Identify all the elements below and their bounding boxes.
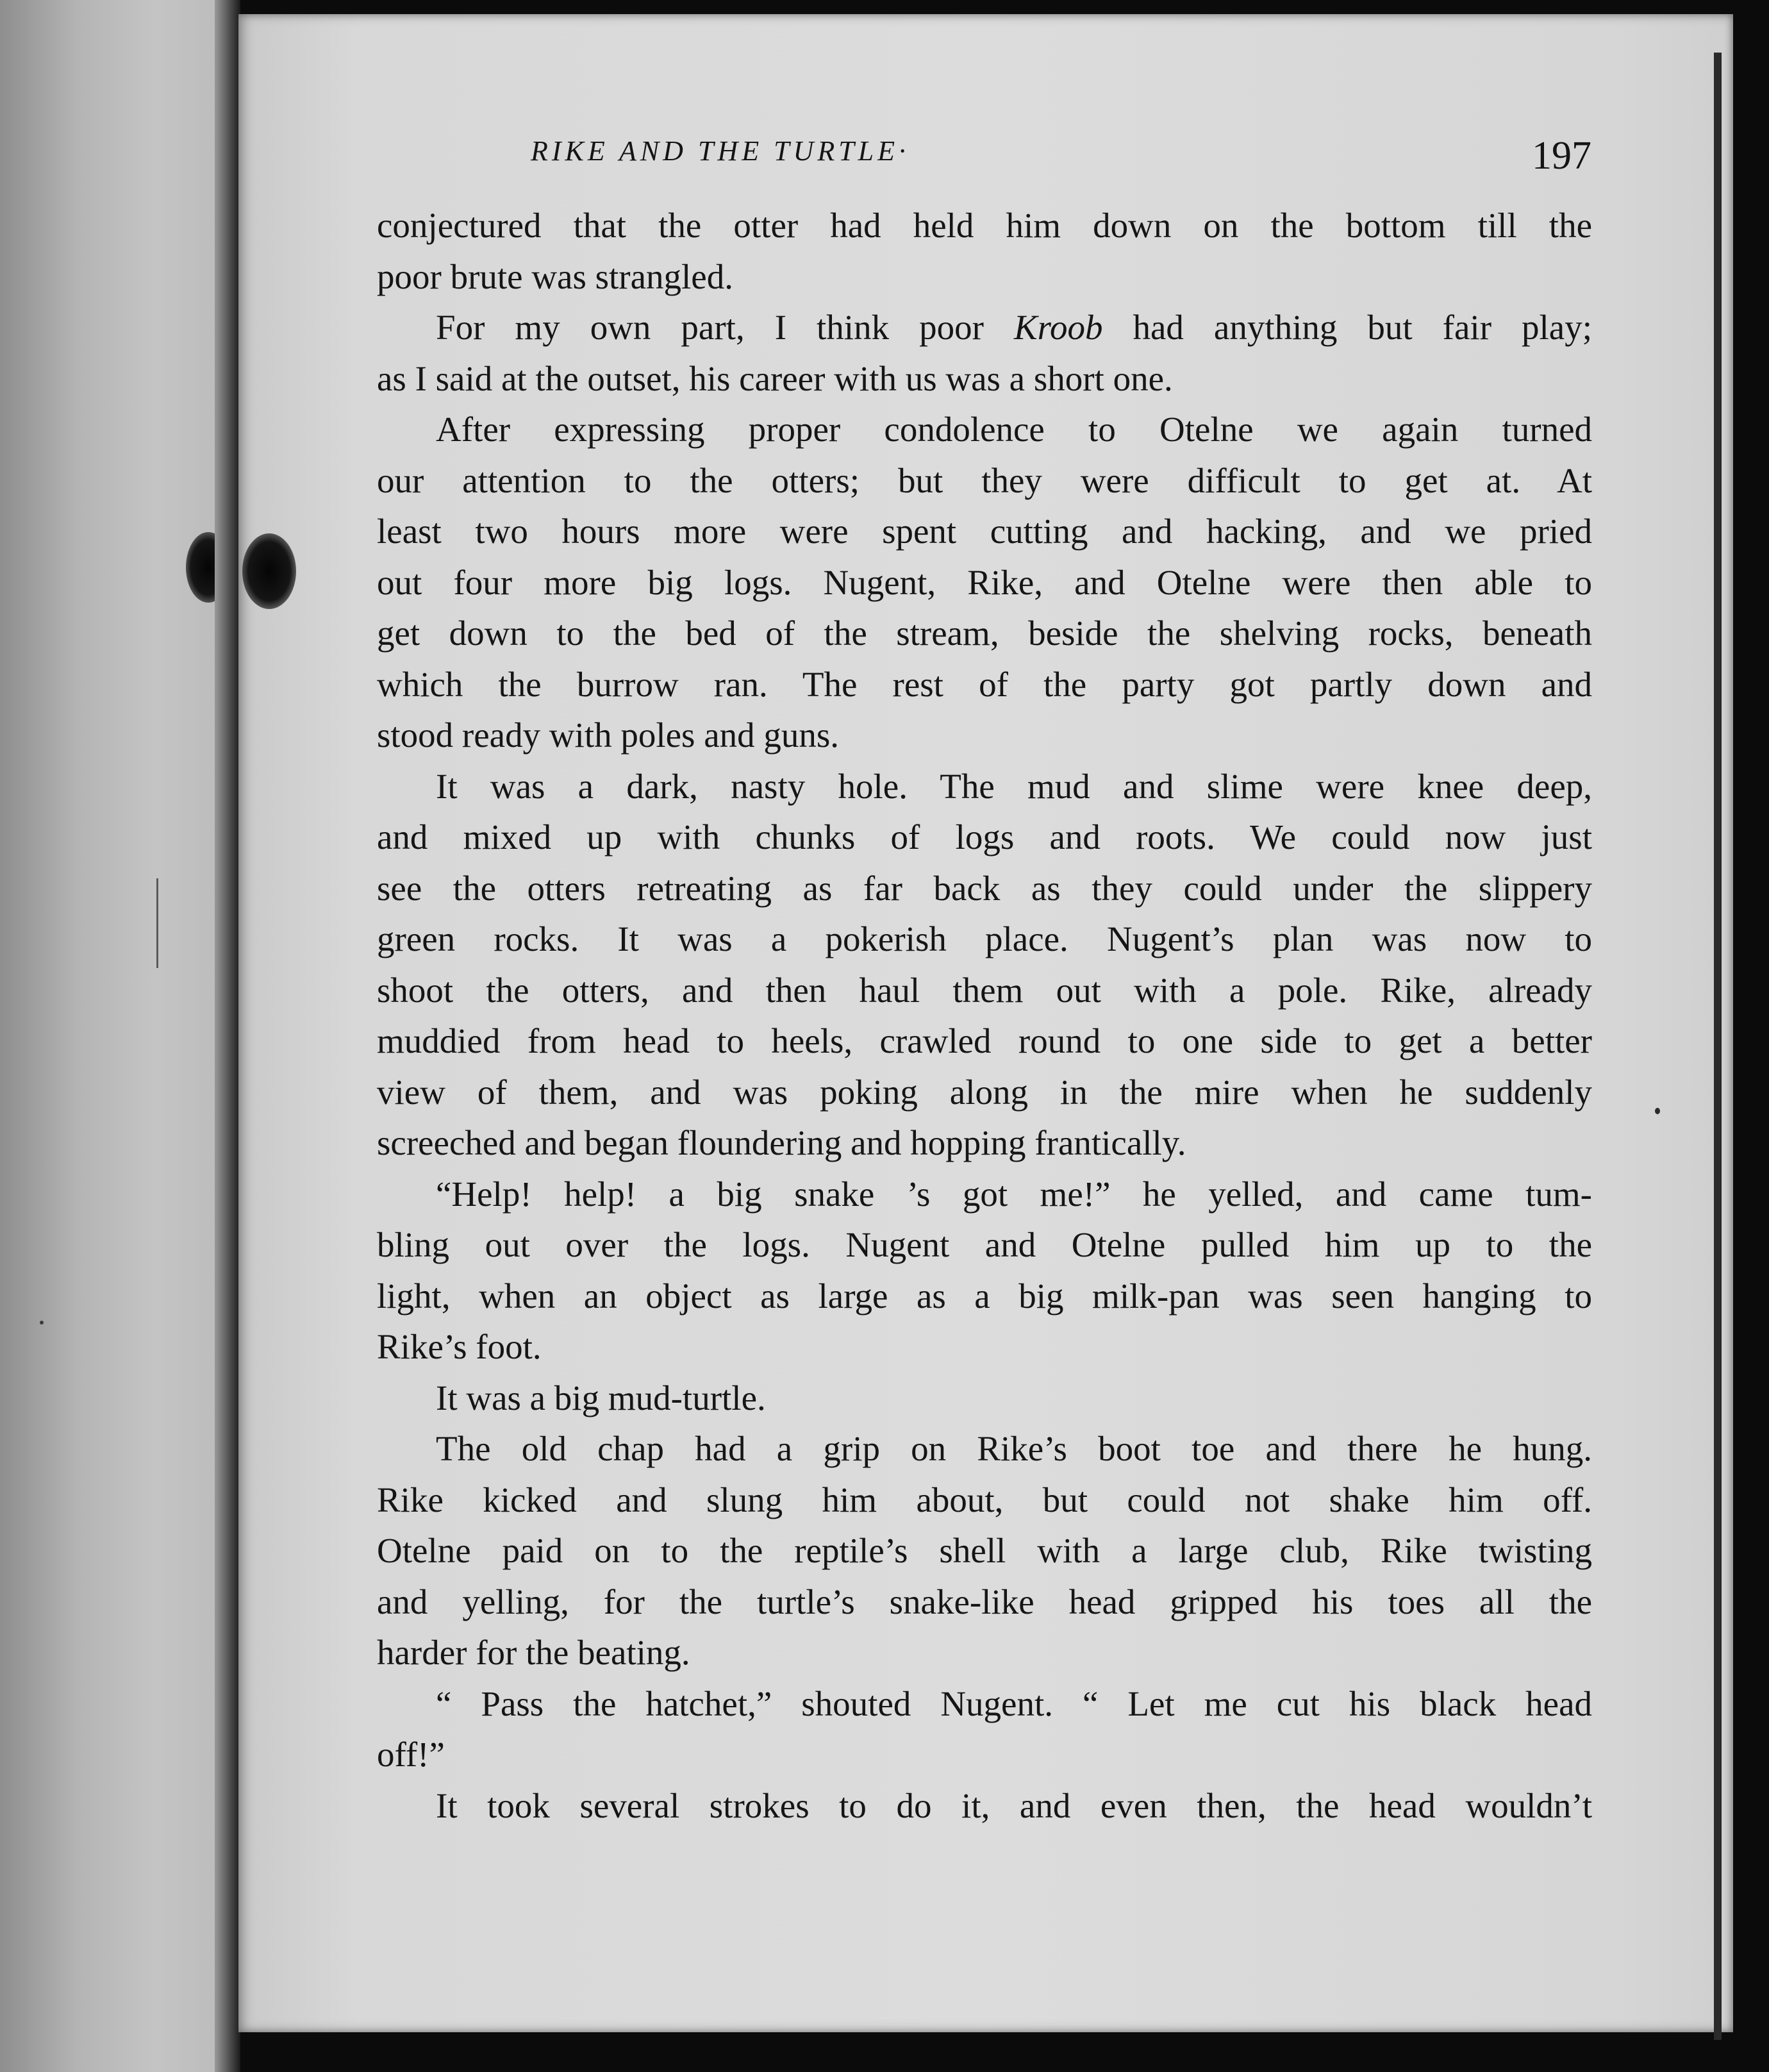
text-line: harder for the beating. bbox=[377, 1633, 690, 1672]
text-line: as I said at the outset, his career with us was a short one. bbox=[377, 358, 1173, 398]
text-line: bling out over the logs. Nugent and Otelne pulled him up to the bbox=[377, 1225, 1592, 1264]
text-line: conjectured that the otter had held him down on the bottom till the bbox=[377, 206, 1592, 245]
body-text bbox=[377, 200, 1592, 1831]
text-line: It took several strokes to do it, and even then, the head wouldn’t bbox=[436, 1785, 1592, 1825]
text-line bbox=[377, 302, 1592, 353]
text-line: least two hours more were spent cutting and hacking, and we pried bbox=[377, 512, 1592, 551]
italic-name: Kroob bbox=[1013, 308, 1103, 347]
text-line: Rike kicked and slung him about, but could not shake him off. bbox=[377, 1480, 1592, 1519]
text-line: shoot the otters, and then haul them out with a pole. Rike, already bbox=[377, 970, 1592, 1010]
text-line: poor brute was strangled. bbox=[377, 256, 733, 296]
text-line: “ Pass the hatchet,” shouted Nugent. “ Let me cut his black head bbox=[436, 1684, 1592, 1723]
ink-blot-right bbox=[242, 533, 296, 609]
ink-blot-left bbox=[186, 532, 231, 603]
text-line: After expressing proper condolence to Otelne we again turned bbox=[436, 410, 1592, 449]
text-line: It was a big mud-turtle. bbox=[436, 1378, 766, 1417]
text-line: view of them, and was poking along in the mire when he suddenly bbox=[377, 1072, 1592, 1112]
text-line: and yelling, for the turtle’s snake-like head gripped his toes all the bbox=[377, 1582, 1592, 1621]
text-segment: had anything but fair play; bbox=[1102, 308, 1592, 347]
text-segment: For my own part, I think poor bbox=[436, 308, 1014, 347]
text-line: “Help! help! a big snake ’s got me!” he yelled, and came tum- bbox=[436, 1174, 1592, 1214]
text-line: see the otters retreating as far back as they could under the slippery bbox=[377, 868, 1592, 908]
text-line: out four more big logs. Nugent, Rike, and Otelne were then able to bbox=[377, 562, 1592, 602]
text-line: off!” bbox=[377, 1735, 445, 1774]
dust-speck bbox=[40, 1321, 44, 1324]
text-line: It was a dark, nasty hole. The mud and slime were knee deep, bbox=[436, 766, 1592, 806]
page-edge-shadow bbox=[1714, 53, 1722, 2040]
text-line: our attention to the otters; but they were difficult to get at. At bbox=[377, 460, 1592, 500]
text-line: light, when an object as large as a big milk-pan was seen hanging to bbox=[377, 1276, 1592, 1316]
text-line: get down to the bed of the stream, beside the shelving rocks, beneath bbox=[377, 614, 1592, 653]
text-line: Otelne paid on to the reptile’s shell with a large club, Rike twisting bbox=[377, 1531, 1592, 1570]
running-head: RIKE AND THE TURTLE· bbox=[531, 135, 910, 167]
text-line: The old chap had a grip on Rike’s boot toe and there he hung. bbox=[436, 1429, 1592, 1468]
text-line: which the burrow ran. The rest of the party got partly down and bbox=[377, 664, 1592, 704]
text-line: Rike’s foot. bbox=[377, 1327, 542, 1366]
page-crease bbox=[156, 878, 158, 968]
text-line: stood ready with poles and guns. bbox=[377, 715, 840, 755]
text-line: green rocks. It was a pokerish place. Nugent’s plan was now to bbox=[377, 919, 1592, 958]
text-line: muddied from head to heels, crawled round to one side to get a better bbox=[377, 1021, 1592, 1060]
dust-speck bbox=[1655, 1108, 1660, 1114]
page-number: 197 bbox=[1532, 134, 1591, 178]
text-line: and mixed up with chunks of logs and roots. We could now just bbox=[377, 817, 1592, 856]
text-line: screeched and began floundering and hopping frantically. bbox=[377, 1123, 1186, 1162]
facing-page-edge bbox=[0, 0, 221, 2072]
